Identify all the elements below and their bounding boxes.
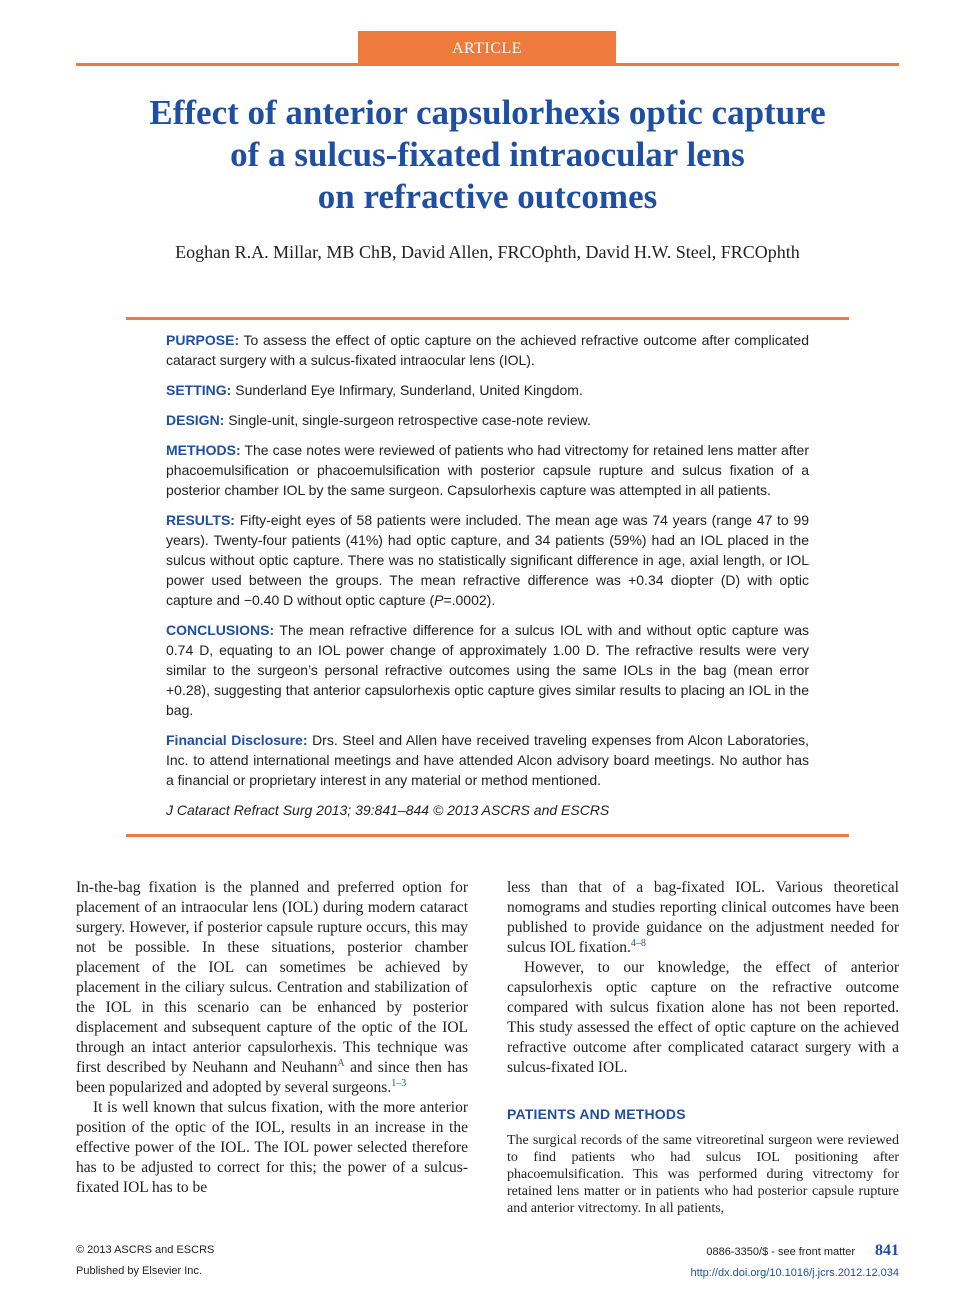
disclosure-text: Drs. Steel and Allen have received traveling expenses from Alcon Laboratories, Inc. to attend international meetings and have attended Alcon advisory board meetings. No author has a financial or proprietary interest in any material or method mentioned.: [166, 732, 810, 788]
design-label: DESIGN:: [166, 412, 225, 428]
design-text: Single-unit, single-surgeon retrospective case-note review.: [228, 412, 591, 428]
results-p-value: =.0002).: [443, 592, 496, 608]
author-list: Eoghan R.A. Millar, MB ChB, David Allen, FRCOphth, David H.W. Steel, FRCOphth: [175, 242, 800, 262]
intro-p1-text-a: In-the-bag fixation is the planned and preferred option for placement of an intraocular lens (IOL) during modern cataract surgery. However, if posterior capsule rupture occurs, this may not be possible. In these situations, posterior chamber placement of the IOL can sometimes be achieved by placement in the ciliary sulcus. Centration and stabilization of the IOL in this scenario can be enhanced by posterior displacement and subsequent capture of the optic of the IOL through an intact anterior capsulorhexis. This technique was first described by Neuhann and Neuhann: [76, 879, 468, 1076]
footer-issn: 0886-3350/$ - see front matter: [706, 1246, 855, 1258]
results-text: Fifty-eight eyes of 58 patients were included. The mean age was 74 years (range 47 to 99 years). Twenty-four patients (41%) had optic capture, and 34 patients (59%) had an IOL placed in the sulcus without optic capture. There was no statistically significant difference in age, axial length, or IOL power used between the groups. The mean refractive difference was +0.34 diopter (D) with optic capture and −0.40 D without optic capture (: [166, 512, 809, 608]
journal-citation: J Cataract Refract Surg 2013; 39:841–844 © 2013 ASCRS and ESCRS: [166, 802, 610, 818]
methods-text: The case notes were reviewed of patients who had vitrectomy for retained lens matter after phacoemulsification or phacoemulsification with posterior capsule rupture and sulcus fixation of a posterior chamber IOL by the same surgeon. Capsulorhexis capture was attempted in all patients.: [166, 442, 809, 498]
body-column-right: [507, 878, 899, 1217]
footer-issn-line: [690, 1240, 899, 1263]
footer-right: [690, 1240, 899, 1284]
abstract: [166, 330, 809, 830]
conclusions-label: CONCLUSIONS:: [166, 622, 275, 638]
methods-label: METHODS:: [166, 442, 241, 458]
article-title: [60, 92, 915, 218]
setting-text: Sunderland Eye Infirmary, Sunderland, United Kingdom.: [235, 382, 583, 398]
purpose-label: PURPOSE:: [166, 332, 240, 348]
footer-copyright: © 2013 ASCRS and ESCRS: [76, 1244, 215, 1256]
setting-label: SETTING:: [166, 382, 232, 398]
intro-paragraph-2: It is well known that sulcus fixation, with the more anterior position of the optic of the IOL, results in an increase in the effective power of the IOL. The IOL power selected therefore has to be adjusted to correct for this; the power of a sulcus-fixated IOL has to be: [76, 1099, 468, 1196]
abstract-disclosure: [166, 730, 809, 790]
article-type-tag: ARTICLE: [358, 31, 616, 66]
purpose-text: To assess the effect of optic capture on the achieved refractive outcome after complicated cataract surgery with a sulcus-fixated intraocular lens (IOL).: [166, 332, 809, 368]
title-line-2: of a sulcus-fixated intraocular lens: [230, 135, 745, 174]
abstract-methods: [166, 440, 809, 500]
abstract-bottom-rule: [126, 834, 849, 837]
intro-paragraph-4: However, to our knowledge, the effect of anterior capsulorhexis optic capture on the refractive outcome compared with sulcus fixation alone has not been reported. This study assessed the effect of optic capture on the achieved refractive outcome after complicated cataract surgery with a sulcus-fixated IOL.: [507, 959, 899, 1076]
intro-paragraph-1: [76, 878, 468, 1098]
reference-a[interactable]: A: [337, 1057, 345, 1069]
title-line-3: on refractive outcomes: [317, 177, 658, 216]
abstract-results: [166, 510, 809, 610]
reference-1-3[interactable]: 1–3: [391, 1077, 407, 1089]
abstract-design: [166, 410, 809, 430]
intro-paragraph-3: [507, 878, 899, 958]
methods-paragraph-1: The surgical records of the same vitreoretinal surgeon were reviewed to find patients who had sulcus IOL positioning after phacoemulsification. This was performed during vitrectomy for retained lens matter or in patients who had posterior capsule rupture and anterior vitrectomy. In all patients,: [507, 1133, 899, 1216]
title-line-1: Effect of anterior capsulorhexis optic capture: [149, 93, 826, 132]
reference-4-8[interactable]: 4–8: [630, 937, 646, 949]
results-label: RESULTS:: [166, 512, 235, 528]
abstract-setting: [166, 380, 809, 400]
section-heading-patients-methods: PATIENTS AND METHODS: [507, 1106, 686, 1122]
footer-publisher: Published by Elsevier Inc.: [76, 1265, 202, 1277]
doi-link[interactable]: http://dx.doi.org/10.1016/j.jcrs.2012.12.034: [690, 1267, 899, 1279]
intro-p1-text-b: and since then has been popularized and adopted by several surgeons.: [76, 1059, 468, 1096]
page-number: 841: [875, 1242, 899, 1259]
results-p-symbol: P: [434, 592, 444, 608]
conclusions-text: The mean refractive difference for a sulcus IOL with and without optic capture was 0.74 D, equating to an IOL power change of approximately 1.00 D. The refractive results were very similar to the surgeon’s personal refractive outcomes using the same IOLs in the bag (mean error +0.28), suggesting that anterior capsulorhexis optic capture gives similar results to placing an IOL in the bag.: [166, 622, 809, 718]
abstract-top-rule: [126, 317, 849, 320]
abstract-purpose: [166, 330, 809, 370]
intro-p3-text: less than that of a bag-fixated IOL. Various theoretical nomograms and studies reporting clinical outcomes have been published to provide guidance on the adjustment needed for sulcus IOL fixation.: [507, 879, 899, 956]
abstract-conclusions: [166, 620, 809, 720]
disclosure-label: Financial Disclosure:: [166, 732, 308, 748]
body-column-left: [76, 878, 468, 1198]
footer-left: [76, 1240, 214, 1282]
